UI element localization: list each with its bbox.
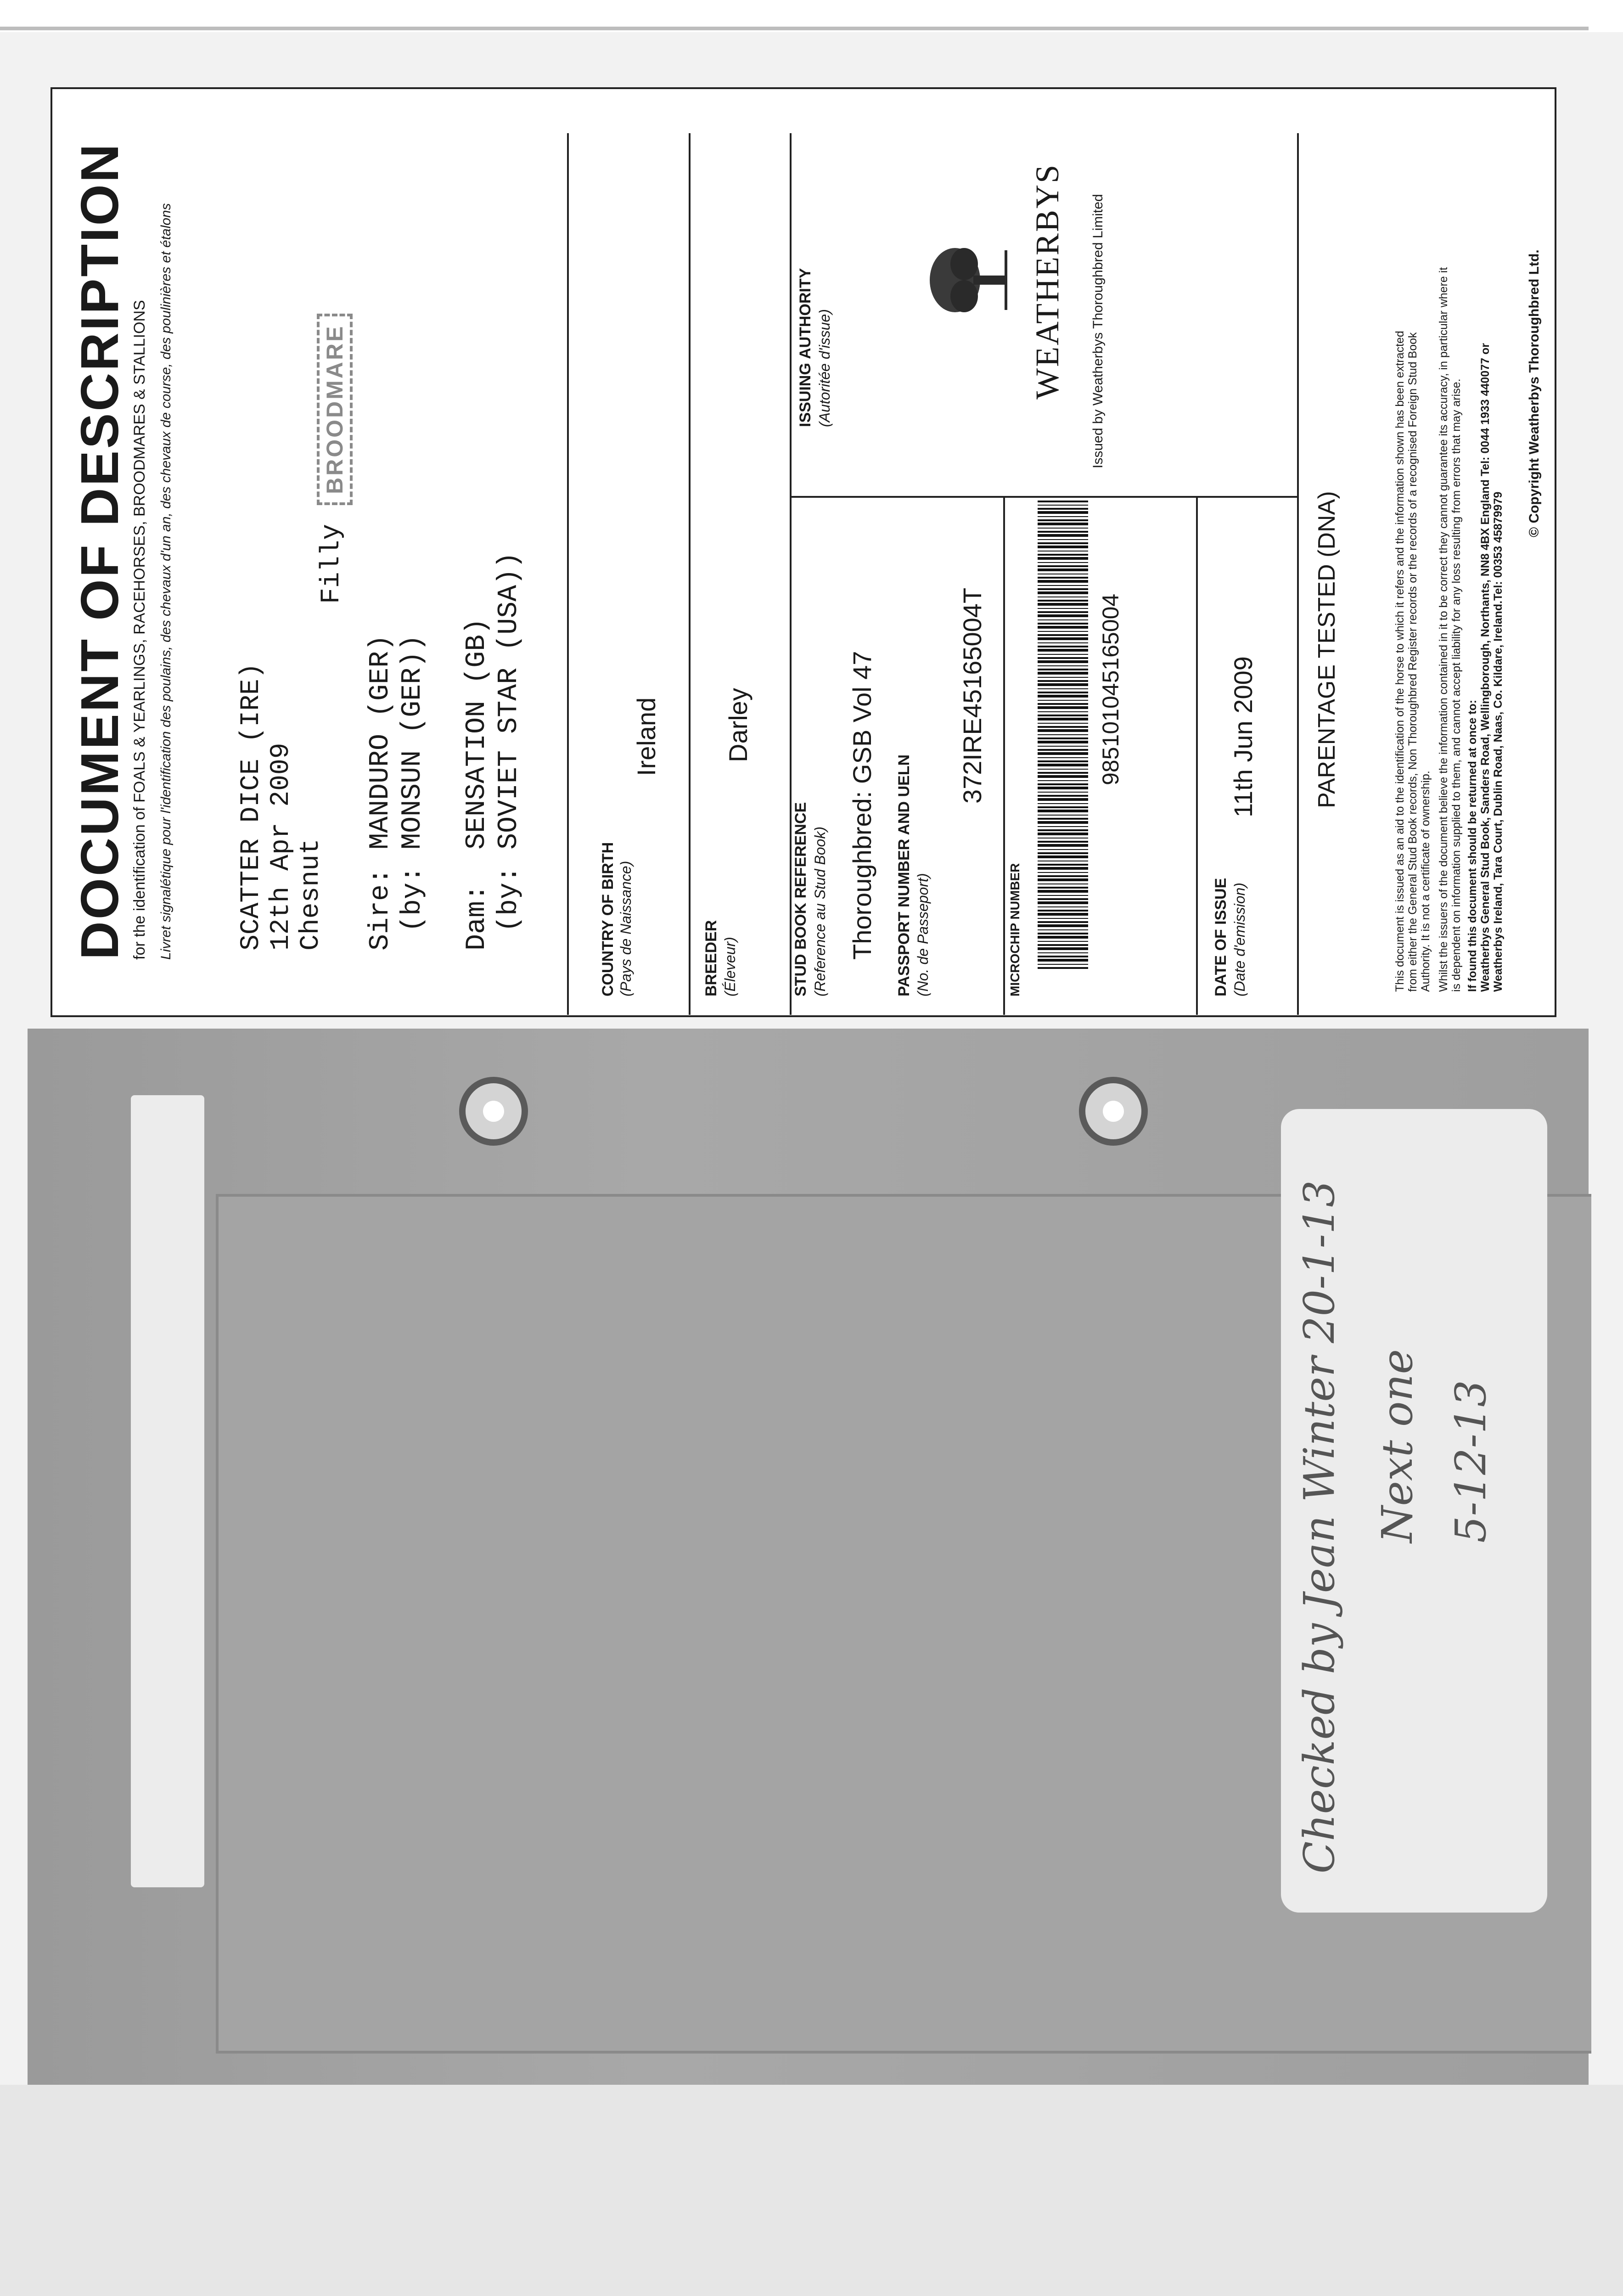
handwritten-line-1: Checked by Jean Winter 20-1-13 bbox=[1295, 1180, 1344, 1874]
sire-by: (by: MONSUN (GER)) bbox=[397, 634, 428, 932]
footer-p4: Weatherbys General Stud Book, Sanders Road, Wellingborough, Northants, NN8 4BX England Tel: 0044 1933 440077 or bbox=[1479, 343, 1492, 992]
studbook-label: STUD BOOK REFERENCE bbox=[792, 802, 809, 996]
authority-label: ISSUING AUTHORITY bbox=[797, 268, 814, 427]
footer-p3: If found this document should be returned at once to: bbox=[1466, 699, 1479, 992]
horse-colour: Chesnut bbox=[296, 838, 326, 951]
studbook-label-fr: (Reference au Stud Book) bbox=[812, 827, 828, 996]
horse-dob: 12th Apr 2009 bbox=[266, 743, 296, 951]
divider-6 bbox=[1297, 133, 1299, 1015]
passport-label: PASSPORT NUMBER AND UELN bbox=[895, 754, 913, 996]
issue-value: 11th Jun 2009 bbox=[1229, 656, 1258, 817]
horse-name: SCATTER DICE (IRE) bbox=[236, 663, 266, 951]
microchip-label: MICROCHIP NUMBER bbox=[1008, 863, 1022, 996]
footer-p5: Weatherbys Ireland, Tara Court, Dublin Road, Naas, Co. Kildare, Ireland.Tel: 00353 45879979 bbox=[1492, 491, 1505, 992]
wallet-label-strip bbox=[131, 1095, 204, 1887]
broodmare-stamp bbox=[317, 314, 353, 505]
weatherbys-tree-logo bbox=[930, 230, 1017, 331]
dam-by: (by: SOVIET STAR (USA)) bbox=[494, 551, 525, 932]
issue-label-fr: (Date d'emission) bbox=[1231, 883, 1248, 996]
handwritten-line-2: Next one bbox=[1373, 1349, 1422, 1543]
microchip-barcode bbox=[1038, 501, 1088, 969]
studbook-value: Thoroughbred: GSB Vol 47 bbox=[848, 651, 876, 960]
breeder-label: BREEDER bbox=[702, 920, 720, 996]
microchip-value: 985101045165004 bbox=[1098, 593, 1123, 785]
eyelet-2 bbox=[1079, 1077, 1148, 1146]
footer-copyright: © Copyright Weatherbys Thoroughbred Ltd. bbox=[1527, 249, 1542, 537]
divider-4 bbox=[1003, 496, 1005, 1015]
authority-issued: Issued by Weatherbys Thoroughbred Limited bbox=[1090, 194, 1106, 468]
issue-label: DATE OF ISSUE bbox=[1212, 878, 1230, 996]
document-subtitle-fr: Livret signalétique pour l'identification des poulains, des chevaux d'un an, des chevaux de course, des poulinières et étalons bbox=[158, 203, 174, 960]
footer-p2b: is dependent on information supplied to them, and cannot accept liability for any loss resulting from errors that may arise. bbox=[1450, 378, 1463, 992]
scan-bottom-area bbox=[0, 2085, 1623, 2296]
sire-label: Sire: bbox=[365, 867, 396, 951]
parentage-tested: PARENTAGE TESTED (DNA) bbox=[1314, 491, 1340, 808]
footer-p2a: Whilst the issuers of the document believe the information contained in it to be correct they cannot guarantee its accuracy, in particular where it bbox=[1437, 267, 1450, 992]
document-title: DOCUMENT OF DESCRIPTION bbox=[70, 142, 129, 960]
dam-name: SENSATION (GB) bbox=[461, 618, 493, 850]
divider-1 bbox=[567, 133, 569, 1015]
divider-5 bbox=[1196, 496, 1198, 1015]
divider-2 bbox=[689, 133, 691, 1015]
dam-label: Dam: bbox=[461, 884, 493, 951]
footer-p1b: from either the General Stud Book records, Non Thoroughbred Register records or the records of a recognised Foreign Stud Book bbox=[1406, 332, 1419, 992]
sire-name: MANDURO (GER) bbox=[365, 634, 396, 850]
document-subtitle: for the identification of FOALS & YEARLINGS, RACEHORSES, BROODMARES & STALLIONS bbox=[131, 300, 148, 960]
authority-label-fr: (Autoritée d'issue) bbox=[816, 309, 833, 427]
authority-box-divider bbox=[790, 496, 1297, 498]
authority-name: WEATHERBYS bbox=[1029, 163, 1066, 400]
handwritten-line-3: 5-12-13 bbox=[1446, 1380, 1495, 1543]
footer-p1c: Authority. It is not a certificate of ownership. bbox=[1419, 771, 1432, 992]
footer-p1a: This document is issued as an aid to the identification of the horse to which it refers and the information shown has been extracted bbox=[1393, 331, 1406, 992]
passport-value: 372IRE45165004T bbox=[958, 587, 987, 804]
country-label: COUNTRY OF BIRTH bbox=[599, 842, 617, 996]
breeder-label-fr: (Éleveur) bbox=[722, 937, 738, 996]
divider-3 bbox=[790, 133, 792, 1015]
eyelet-1 bbox=[459, 1077, 528, 1146]
horse-sex: Filly bbox=[317, 523, 347, 604]
broodmare-stamp-text: BROODMARE bbox=[322, 324, 348, 494]
passport-label-fr: (No. de Passeport) bbox=[915, 873, 931, 996]
breeder-value: Darley bbox=[724, 688, 753, 762]
country-value: Ireland bbox=[632, 697, 661, 776]
country-label-fr: (Pays de Naissance) bbox=[618, 861, 634, 996]
